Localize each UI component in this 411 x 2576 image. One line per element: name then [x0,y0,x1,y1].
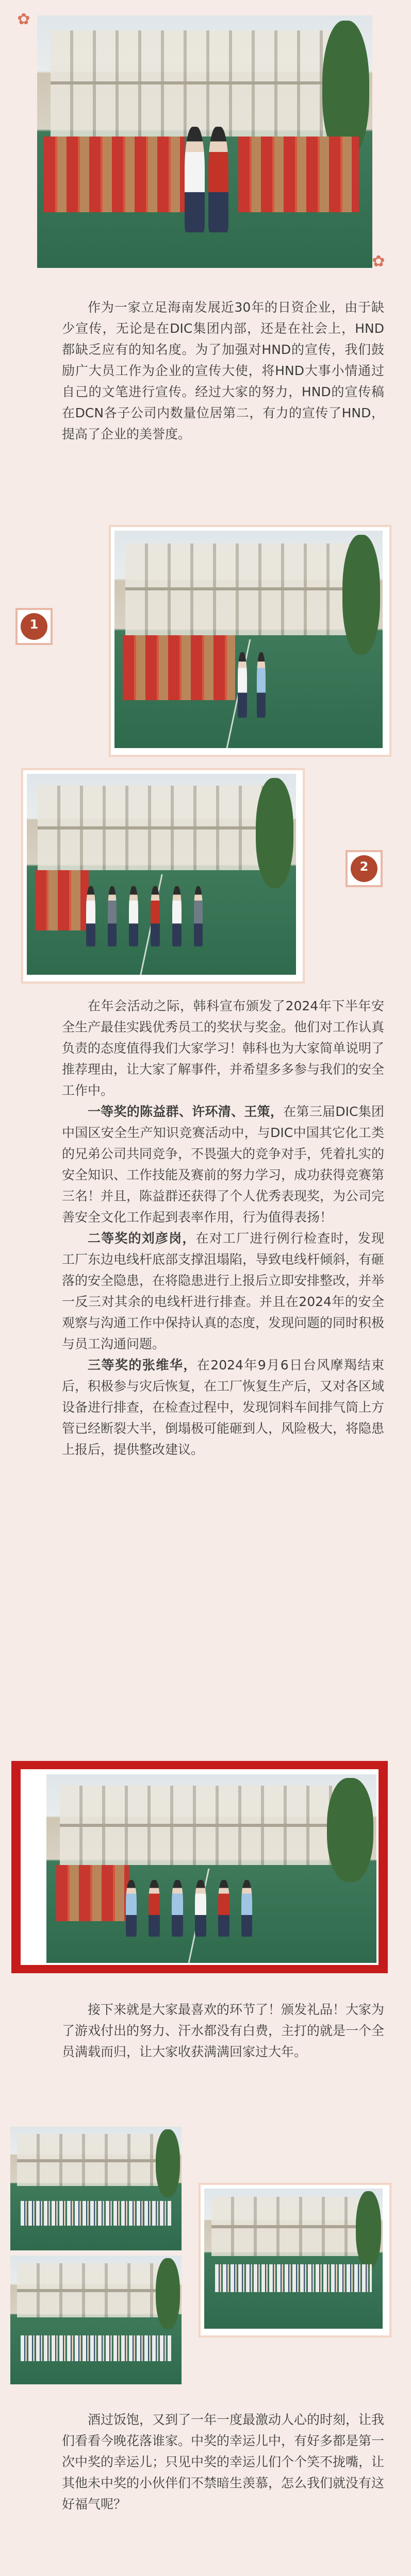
paragraph-publicity: 作为一家立足海南发展近30年的日资企业，由于缺少宣传，无论是在DIC集团内部，还是在社会上，HND都缺乏应有的知名度。为了加强对HND的宣传，我们鼓励广大员工作为企业的宣传大使，将HND大事小情通过自己的文笔进行宣传。经过大家的努力，HND的宣传稿在DCN各子公司内数量位居第二，有力的宣传了HND，提高了企业的美誉度。 [62,300,384,442]
award-second-title: 二等奖的刘彦岗， [88,1231,196,1246]
photo-group-right [204,2189,383,2329]
number-badge-1 [15,608,53,645]
paragraph-award-second [62,1228,384,1354]
paragraph-gifts: 接下来就是大家最喜欢的环节了！颁发礼品！大家为了游戏付出的努力、汗水都没有白费，主打的就是一个全员满载而归，让大家收获满满回家过大年。 [62,2002,385,2059]
flower-icon: ✿ [17,10,30,28]
photo-group-left-top [10,2127,182,2250]
paragraph-lucky-draw: 酒过饭饱，又到了一年一度最激动人心的时刻，让我们看看今晚花落谁家。中奖的幸运儿中，有好多都是第一次中奖的幸运儿；只见中奖的幸运儿们个个笑不拢嘴，让其他未中奖的小伙伴们不禁暗生羡慕，怎么我们就没有这好福气呢？ [62,2412,385,2512]
award-first-body: 在第三届DIC集团中国区安全生产知识竞赛活动中，与DIC中国其它化工类的兄弟公司共同竞争，不畏强大的竞争对手，凭着扎实的安全知识、工作技能及赛前的努力学习，成功获得竞赛第三名！并且，陈益群还获得了个人优秀表现奖，为公司完善安全文化工作起到表率作用，行为值得表扬！ [62,1104,385,1225]
badge-number: 1 [21,613,47,640]
article-awards [62,995,384,1460]
flower-icon: ✿ [372,252,385,270]
photo-award-group [27,774,296,975]
paragraph-award-first [62,1101,384,1228]
award-third-title: 三等奖的张维华， [88,1358,197,1372]
paragraph-awards-intro: 在年会活动之际，韩科宣布颁发了2024年下半年安全生产最佳实践优秀员工的奖状与奖金。他们对工作认真负责的态度值得我们大家学习！韩科也为大家简单说明了推荐理由，让大家了解事件，并希望多多参与我们的安全工作中。 [62,998,385,1098]
paragraph-award-third [62,1354,384,1460]
badge-number: 2 [351,855,377,882]
number-badge-2 [346,850,383,887]
award-third-body: 在2024年9月6日台风摩羯结束后，积极参与灾后恢复，在工厂恢复生产后，又对各区域设备进行排查，在检查过程中，发现饲料车间排气筒上方管已经断裂大半，倒塌极可能砸到人，风险极大，将隐患上报后，提供整改建议。 [62,1358,385,1457]
photo-award-two [114,531,383,748]
award-first-title: 一等奖的陈益群、许环清、王策， [88,1104,284,1119]
award-second-body: 在对工厂进行例行检查时，发现工厂东边电线杆底部支撑沮塌陷，导致电线杆倾斜，有砸落的安全隐患，在将隐患进行上报后立即安排整改，并举一反三对其余的电线杆进行排查。并且在2024年的安全观察与沟通工作中保持认真的态度，发现问题的同时积极与员工沟通问题。 [62,1231,385,1351]
photo-award-pair [37,15,372,268]
photo-gift-group [46,1774,376,1963]
photo-group-left-bottom [10,2256,182,2384]
